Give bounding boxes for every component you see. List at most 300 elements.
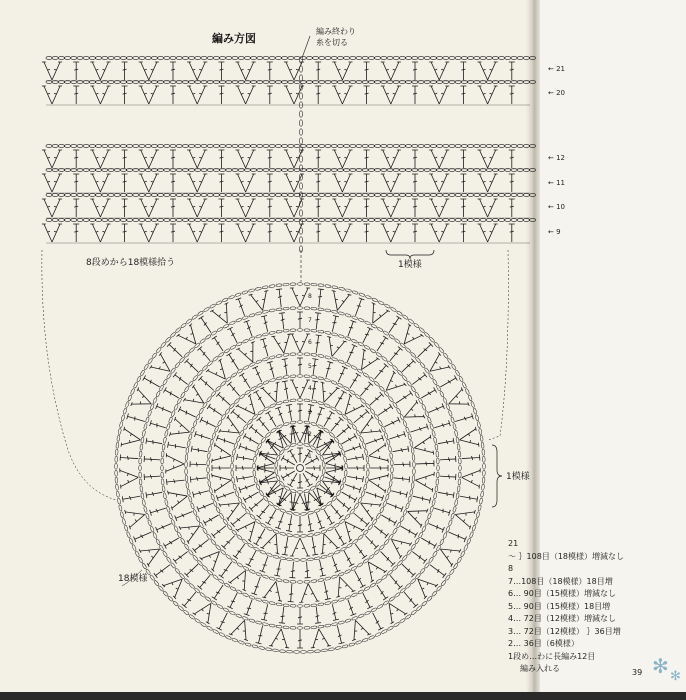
stitch-double-crochet [218, 199, 224, 217]
stitch-double-crochet [348, 465, 364, 471]
round-chain [186, 318, 192, 324]
round-chain [370, 348, 376, 353]
round-chain [327, 552, 334, 556]
flower-icon: ✻ [652, 654, 669, 678]
stitch-v-cluster [412, 435, 433, 458]
round-stitch [227, 327, 240, 344]
round-stitch [265, 411, 278, 428]
stitch-chain [313, 219, 319, 222]
stitch-v-cluster [332, 86, 352, 104]
stitch-chain [52, 57, 58, 60]
stitch-chain [362, 219, 368, 222]
round-chain [397, 560, 403, 566]
stitch-chain [201, 219, 207, 222]
round-chain [357, 497, 362, 504]
chart-row [42, 194, 536, 218]
stitch-double-crochet [412, 150, 418, 168]
round-chain [408, 318, 414, 324]
stitch-v-cluster [187, 150, 207, 168]
stitch-chain [195, 145, 201, 148]
round-stitch [394, 391, 412, 406]
round-chain [177, 532, 182, 539]
stitch-chain [120, 57, 126, 60]
stitch-chain [406, 219, 412, 222]
stitch-double-crochet [221, 534, 236, 550]
round-chain [430, 423, 434, 430]
stitch-double-crochet [352, 409, 370, 425]
round-chain [276, 308, 282, 311]
round-chain [145, 513, 149, 520]
stitch-double-crochet [122, 174, 128, 192]
round-chain [283, 329, 289, 332]
stitch-double-crochet [309, 536, 318, 555]
stitch-v-cluster [228, 566, 254, 591]
round-chain [382, 500, 387, 507]
round-stitch [297, 448, 303, 462]
round-chain [378, 300, 385, 305]
stitch-v-cluster [332, 199, 352, 217]
round-chain [314, 532, 320, 536]
round-stitch [372, 524, 388, 539]
stitch-chain [480, 145, 486, 148]
stitch-v-cluster [212, 470, 233, 493]
round-stitch [310, 430, 323, 447]
chart-row [42, 169, 536, 193]
round-stitch [197, 573, 212, 589]
round-chain [343, 456, 347, 462]
round-chain [341, 449, 345, 456]
stitch-double-crochet [211, 524, 227, 539]
stitch-chain [52, 219, 58, 222]
round-chain [265, 648, 271, 652]
round-chain [377, 327, 383, 332]
stitch-chain [207, 219, 213, 222]
round-stitch [168, 442, 187, 451]
round-chain [217, 604, 223, 609]
round-chain [190, 427, 194, 434]
round-chain [286, 558, 292, 561]
round-chain [223, 519, 229, 525]
round-chain [381, 356, 387, 362]
round-chain [138, 557, 143, 563]
stitch-double-crochet [335, 425, 351, 440]
stitch-chain [406, 57, 412, 60]
round-chain [142, 499, 146, 505]
page-number: 39 [632, 668, 643, 677]
round-stitch [190, 461, 206, 468]
stitch-double-crochet [122, 224, 128, 242]
stitch-double-crochet [344, 443, 361, 454]
round-chain [478, 505, 482, 511]
round-stitch [400, 562, 416, 577]
stitch-v-cluster [125, 505, 148, 530]
round-chain [269, 601, 275, 605]
round-chain [362, 442, 366, 449]
round-chain [163, 437, 167, 443]
round-chain [365, 295, 372, 300]
stitch-v-cluster [219, 415, 245, 441]
round-chain [142, 430, 146, 436]
round-chain [355, 640, 362, 644]
round-stitch [387, 316, 402, 334]
round-stitch [169, 417, 192, 442]
round [253, 421, 348, 516]
round-chain [170, 562, 176, 568]
stitch-chain [325, 57, 331, 60]
stitch-double-crochet [460, 199, 466, 217]
round-stitch [313, 607, 321, 624]
round-chain [304, 399, 310, 402]
round-chain [175, 568, 181, 574]
round-chain [290, 580, 296, 583]
round-chain [232, 638, 239, 643]
stitch-double-crochet [315, 199, 321, 217]
round-number: 7 [308, 317, 312, 324]
stitch-v-cluster [478, 86, 498, 104]
stitch-chain [517, 145, 523, 148]
stitch-chain [108, 194, 114, 197]
stitch-chain [299, 183, 302, 189]
round-chain [421, 404, 426, 411]
stitch-double-crochet [297, 474, 303, 488]
round-stitch [330, 574, 355, 598]
round-stitch [372, 363, 388, 381]
stitch-v-cluster [328, 291, 352, 313]
round-chain [322, 468, 325, 474]
round-chain [368, 635, 375, 640]
stitch-double-crochet [144, 473, 160, 480]
stitch-v-cluster [429, 224, 449, 242]
round-chain [116, 491, 119, 497]
round-number: 1 [308, 453, 312, 460]
round-stitch [344, 443, 361, 454]
stitch-chain [269, 194, 275, 197]
round-chain [338, 572, 345, 577]
round-stitch [353, 349, 380, 375]
round-chain [349, 390, 355, 396]
stitch-chain [393, 219, 399, 222]
round-chain [184, 544, 190, 550]
round-chain [352, 290, 359, 294]
row-label-9: ← 9 [548, 228, 561, 236]
round-chain [318, 603, 324, 606]
round-stitch [259, 473, 282, 497]
round-chain [276, 401, 283, 405]
round-stitch [120, 467, 139, 488]
stitch-chain [120, 194, 126, 197]
stitch-chain [356, 194, 362, 197]
stitch-v-cluster [284, 86, 304, 104]
stitch-chain [257, 57, 263, 60]
round-stitch [274, 559, 283, 576]
round-chain [477, 421, 481, 427]
round-chain [345, 618, 352, 622]
stitch-chain [480, 219, 486, 222]
stitch-v-cluster [478, 62, 498, 80]
round-chain [441, 580, 447, 586]
stitch-double-crochet [218, 86, 224, 104]
stitch-chain [145, 219, 151, 222]
stitch-chain [344, 57, 350, 60]
stitch-chain [220, 145, 226, 148]
round-chain [290, 353, 296, 356]
stitch-chain [523, 57, 529, 60]
stitch-double-crochet [236, 473, 253, 482]
stitch-chain [89, 57, 95, 60]
round-stitch [334, 625, 344, 644]
stitch-chain [362, 194, 368, 197]
stitch-chain [244, 219, 250, 222]
round-stitch [166, 477, 185, 485]
round-chain [436, 585, 442, 591]
stitch-v-cluster [381, 224, 401, 242]
round-chain [304, 604, 310, 607]
stitch-double-crochet [257, 503, 272, 519]
round-chain [325, 284, 331, 287]
stitch-double-crochet [509, 224, 515, 242]
round-chain [276, 455, 281, 462]
round-chain [405, 583, 411, 589]
round-chain [445, 574, 451, 580]
stitch-chain [282, 57, 288, 60]
round-chain [139, 472, 142, 478]
round-chain [124, 525, 128, 532]
stitch-chain [263, 145, 269, 148]
stitch-double-crochet [310, 489, 323, 506]
stitch-double-crochet [166, 477, 185, 485]
stitch-chain [220, 57, 226, 60]
stitch-chain [176, 219, 182, 222]
round-chain [115, 477, 118, 483]
round-chain [458, 458, 461, 464]
stitch-double-crochet [372, 524, 388, 539]
round [115, 283, 486, 654]
repeat-label-top: 1模様 [398, 260, 422, 270]
round-chain [140, 444, 143, 450]
stitch-double-crochet [402, 590, 418, 608]
legend-range-line: 〜 ｝108目（18模様）増減なし [508, 551, 624, 561]
stitch-chain [232, 219, 238, 222]
round-stitch [323, 361, 333, 378]
round-chain [433, 493, 437, 499]
stitch-chain [331, 194, 337, 197]
round-chain [290, 375, 296, 378]
round-stitch [156, 521, 173, 533]
round-stitch [236, 454, 253, 463]
stitch-chain [288, 194, 294, 197]
round-chain [237, 497, 242, 504]
round-stitch [352, 511, 370, 527]
stitch-v-cluster [284, 199, 304, 217]
stitch-double-crochet [321, 411, 334, 428]
stitch-chain [356, 57, 362, 60]
round-chain [121, 415, 125, 421]
stitch-chain [319, 145, 325, 148]
round-chain [336, 410, 342, 416]
stitch-v-cluster [356, 415, 382, 441]
stitch-v-cluster [193, 598, 220, 624]
stitch-double-crochet [304, 562, 311, 578]
stitch-double-crochet [199, 316, 214, 334]
round-chain [443, 352, 449, 358]
stitch-chain [455, 194, 461, 197]
guide-right [488, 250, 508, 440]
round-chain [469, 531, 474, 538]
round-chain [413, 468, 416, 474]
round-chain [208, 480, 212, 486]
stitch-v-cluster [298, 583, 319, 602]
round-chain [406, 380, 412, 386]
round-chain [194, 618, 200, 623]
round-chain [412, 454, 415, 460]
round-chain [212, 432, 217, 439]
round-chain [345, 288, 351, 292]
stitch-v-cluster [478, 150, 498, 168]
stitch-double-crochet [190, 461, 206, 468]
chart-row [42, 57, 536, 81]
stitch-v-cluster [381, 86, 401, 104]
legend-range-bottom: 8 [508, 564, 514, 573]
round-stitch [154, 562, 172, 578]
stitch-v-cluster [385, 531, 412, 558]
stitch-double-crochet [73, 199, 79, 217]
round-chain [331, 622, 337, 626]
stitch-double-crochet [122, 86, 128, 104]
round-stitch [297, 358, 303, 374]
round-chain [334, 437, 340, 443]
stitch-v-cluster [42, 174, 62, 192]
stitch-v-cluster [461, 467, 480, 488]
stitch-double-crochet [275, 407, 286, 424]
stitch-double-crochet [175, 509, 194, 521]
round-chain [140, 370, 145, 376]
round-stitch [411, 372, 427, 386]
stitch-chain [213, 219, 219, 222]
round-stitch [352, 569, 366, 588]
round-chain [159, 385, 164, 391]
stitch-double-crochet [73, 150, 79, 168]
stitch-double-crochet [170, 174, 176, 192]
round-chain [418, 532, 423, 539]
round-chain [179, 357, 185, 363]
round-chain [325, 577, 331, 581]
round-chain [317, 376, 323, 380]
round-stitch [267, 361, 277, 378]
stitch-chain [306, 57, 312, 60]
stitch-chain [83, 194, 89, 197]
round-stitch [256, 625, 266, 644]
stitch-v-cluster [90, 199, 110, 217]
round-stitch [282, 536, 291, 555]
row-label-21: ← 21 [548, 65, 566, 73]
stitch-chain [46, 194, 52, 197]
stitch-chain [399, 194, 405, 197]
stitch-chain [399, 219, 405, 222]
round-chain [211, 600, 217, 605]
round-stitch [297, 608, 303, 624]
round-chain [457, 557, 462, 563]
round-chain [118, 428, 122, 434]
round-chain [433, 437, 437, 443]
round-chain [436, 451, 439, 457]
round-chain [161, 451, 164, 457]
stitch-double-crochet [170, 62, 176, 80]
round-chain [437, 465, 440, 471]
round-chain [470, 401, 475, 408]
round-chain [379, 386, 385, 392]
round-stitch [212, 443, 233, 466]
round-stitch [184, 562, 200, 577]
stitch-chain [375, 145, 381, 148]
row-label-12: ← 12 [548, 154, 566, 162]
round-chain [419, 327, 425, 333]
round-chain [290, 604, 296, 607]
stitch-chain [114, 145, 120, 148]
stitch-chain [331, 219, 337, 222]
round-stitch [458, 427, 479, 450]
round-stitch [193, 537, 211, 553]
stitch-double-crochet [347, 454, 364, 463]
stitch-chain [151, 145, 157, 148]
stitch-chain [468, 57, 474, 60]
round-chain [450, 417, 454, 424]
round-stitch [212, 336, 226, 353]
round-stitch [190, 475, 207, 483]
round-chain [360, 398, 366, 404]
round-stitch [313, 313, 321, 330]
round-chain [297, 375, 303, 378]
stitch-double-crochet [170, 150, 176, 168]
stitch-chain [170, 219, 176, 222]
round-stitch [318, 473, 341, 497]
round-stitch [353, 542, 367, 558]
round-chain [324, 378, 331, 382]
stitch-v-cluster [332, 62, 352, 80]
round-chain [161, 472, 164, 478]
stitch-double-crochet [412, 62, 418, 80]
stitch-chain [251, 57, 257, 60]
stitch-double-crochet [212, 583, 226, 600]
round-chain [207, 460, 210, 466]
stitch-chain [356, 145, 362, 148]
round-stitch [427, 521, 444, 533]
round-stitch [200, 417, 217, 429]
stitch-double-crochet [509, 150, 515, 168]
round-chain [381, 574, 387, 580]
stitch-chain [114, 219, 120, 222]
round-stitch [206, 359, 233, 386]
round-chain [147, 519, 151, 526]
round-chain [175, 327, 181, 333]
stitch-double-crochet [218, 62, 224, 80]
round-chain [139, 458, 142, 464]
round-chain [162, 551, 167, 557]
legend-row-3: 3… 72目（12模様） ｝36目増 [508, 626, 621, 636]
round-chain [231, 477, 235, 483]
round-stitch [368, 392, 384, 407]
stitch-chain [523, 194, 529, 197]
round-chain [203, 307, 209, 312]
round-chain [344, 470, 347, 476]
round-chain [255, 621, 261, 625]
round-chain [229, 403, 235, 409]
round-stitch [162, 572, 189, 599]
round-chain [242, 290, 249, 294]
stitch-chain [430, 219, 436, 222]
stitch-chain [77, 145, 83, 148]
stitch-v-cluster [210, 303, 236, 328]
round-chain [135, 551, 140, 558]
